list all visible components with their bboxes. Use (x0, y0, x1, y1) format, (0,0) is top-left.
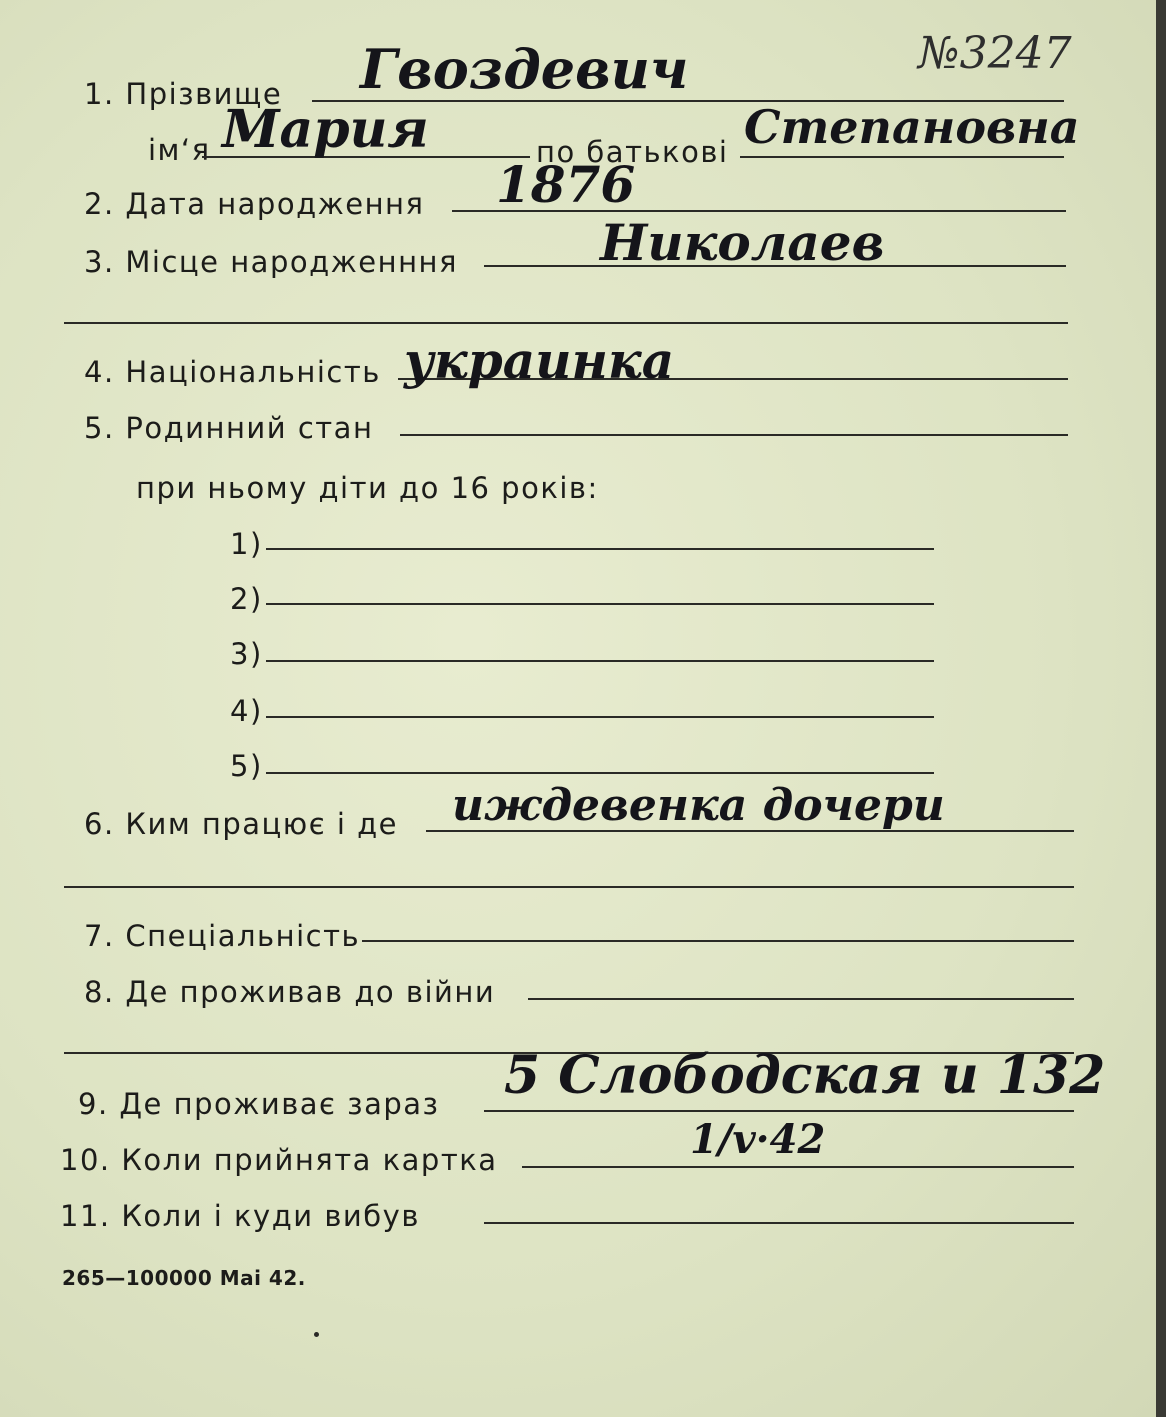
patronymic-value: Степановна (744, 100, 1080, 154)
children-label: при ньому діти до 16 років: (136, 471, 599, 505)
first-name-value: Мария (222, 99, 429, 160)
birth-place-label: 3. Місце народженння (84, 245, 458, 279)
prewar-residence-line (528, 998, 1074, 1000)
child-3-label: 3) (230, 637, 263, 671)
departure-label: 11. Коли і куди вибув (60, 1199, 420, 1233)
child-3-line (266, 660, 934, 662)
child-1-line (266, 548, 934, 550)
print-run-footer: 265—100000 Mai 42. (62, 1266, 306, 1290)
child-2-line (266, 603, 934, 605)
paper-speck (314, 1332, 319, 1337)
surname-value: Гвоздевич (360, 37, 689, 101)
nationality-value: украинка (404, 331, 675, 390)
card-accepted-label: 10. Коли прийнята картка (60, 1143, 498, 1177)
child-5-line (266, 772, 934, 774)
first-name-label: ім‘я (148, 133, 211, 167)
current-residence-line (484, 1110, 1074, 1112)
family-status-label: 5. Родинний стан (84, 411, 374, 445)
card-accepted-line (522, 1166, 1074, 1168)
current-residence-label: 9. Де проживає зараз (78, 1087, 440, 1121)
nationality-label: 4. Національність (84, 355, 381, 389)
family-status-line (400, 434, 1068, 436)
birth-date-value: 1876 (496, 155, 636, 214)
occupation-value: иждевенка дочери (452, 780, 945, 831)
card-number: №3247 (918, 28, 1072, 79)
specialty-line (362, 940, 1074, 942)
extra-line-1 (64, 322, 1068, 324)
current-residence-value: 5 Слободская и 132 (504, 1045, 1106, 1106)
child-1-label: 1) (230, 527, 263, 561)
card-accepted-value: 1/v·42 (690, 1116, 826, 1163)
child-2-label: 2) (230, 582, 263, 616)
child-5-label: 5) (230, 749, 263, 783)
birth-place-value: Николаев (600, 213, 885, 272)
birth-date-label: 2. Дата народження (84, 187, 425, 221)
occupation-label: 6. Ким працює і де (84, 807, 399, 841)
child-4-line (266, 716, 934, 718)
child-4-label: 4) (230, 694, 263, 728)
surname-label: 1. Прізвище (84, 77, 283, 111)
departure-line (484, 1222, 1074, 1224)
card-edge (1156, 0, 1166, 1417)
patronymic-label: по батькові (536, 135, 729, 169)
specialty-label: 7. Спеціальність (84, 919, 361, 953)
extra-line-2 (64, 886, 1074, 888)
prewar-residence-label: 8. Де проживав до війни (84, 975, 496, 1009)
patronymic-line (740, 156, 1064, 158)
